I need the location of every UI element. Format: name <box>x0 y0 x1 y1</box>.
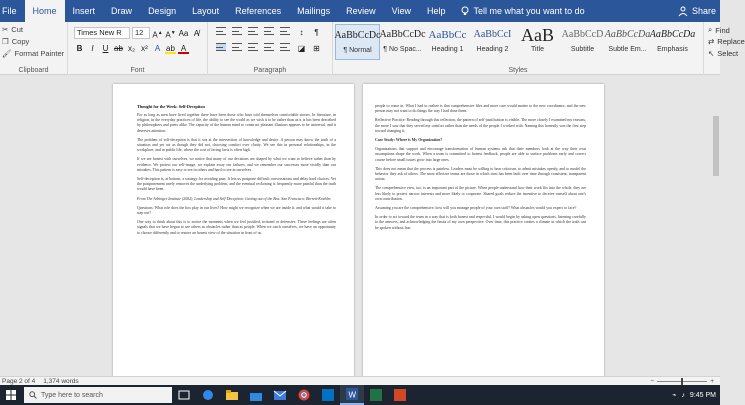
increase-indent-icon[interactable] <box>280 27 292 38</box>
style-sample: AaBbCcDa <box>604 29 651 40</box>
paragraph: Reflective Practice: Reading through this reflection, the pattern of self-justification is visible. The more closely I examined my reasons, the more I saw that they served my comfort rather than the needs of the people I worked with. Naming this honestly was the first step toward changing it. <box>375 118 586 133</box>
zoom-out-icon[interactable]: − <box>650 378 655 385</box>
paragraph: For as long as men have lived together there have been those who have told themselves comfortable stories. In literature, in religion, in the everyday practices of life, the ability to see the world as we wish it to be rather than as it is has been described by philosophers and poets alike. The capacity of the human mind to construct pleasant illusions appears to be universal, and it deserves attention. <box>137 113 336 133</box>
word-count[interactable]: 1,374 words <box>43 377 79 385</box>
person-share-icon <box>678 6 688 16</box>
tab-insert[interactable]: Insert <box>72 6 96 16</box>
volume-icon[interactable]: ♪ <box>681 391 685 399</box>
scrollbar-thumb[interactable] <box>713 116 719 176</box>
paragraph-group-label: Paragraph <box>253 67 287 74</box>
paragraph: people to come in. What I had to realize is that comprehensive files and more care would matter to the new coordinator, and the new person may not want to do things the way I had done them. <box>375 104 586 114</box>
task-view-icon[interactable] <box>172 385 196 405</box>
underline-button[interactable]: U <box>102 44 109 53</box>
citation: From The Arbinger Institute (2002), Leadership and Self-Deception: Getting out of the Box. San Francisco: Berrett-Koehler. <box>137 196 332 201</box>
sort-icon[interactable]: ↕ <box>299 28 304 37</box>
page-count[interactable]: Page 2 of 4 <box>2 377 36 385</box>
style-emphasis[interactable] <box>650 24 695 60</box>
tab-file[interactable]: File <box>2 6 17 16</box>
copy-button[interactable] <box>2 37 29 46</box>
subscript-button[interactable]: x₂ <box>127 44 136 53</box>
paragraph: This does not mean that the process is painless. Leaders must be willing to hear criticism, to admit mistakes openly, and to model the behavior they ask of others. The most effective teams are those in which trust has been built over time through consistent, transparent action. <box>375 166 586 182</box>
paragraph: Assuming you are the comprehensive, how will you manage people of your own staff? What obstacles would you expect to face? <box>375 206 577 211</box>
network-icon[interactable]: ⌁ <box>672 392 677 399</box>
scissors-icon: ✂ <box>2 25 9 34</box>
replace-label: Replace <box>717 37 745 46</box>
numbering-icon[interactable] <box>232 27 244 38</box>
style-sample: AaBbCcDc <box>379 29 426 40</box>
paragraph: Organizations that support and encourage transformation of human systems ask that their members look at the way their own assumptions shape the work. When a team is committed to honest feedback, people are able to surface problems early and correct course before small issues grow into large ones. <box>375 147 586 162</box>
style-name: Title <box>531 46 544 53</box>
justify-icon[interactable] <box>264 43 276 54</box>
find-label: Find <box>715 25 730 35</box>
clipboard-group <box>0 22 68 75</box>
zoom-slider[interactable] <box>657 381 707 382</box>
style-sample: AaBbCcI <box>473 29 512 40</box>
style-sample: AaBbCcDa <box>649 29 696 40</box>
select-button[interactable] <box>708 49 738 58</box>
style-name: Emphasis <box>657 46 688 53</box>
section-heading: Case Study: Where is My Organization? <box>375 138 443 143</box>
word-icon[interactable] <box>340 385 364 405</box>
ribbon-tab-bar <box>0 0 720 22</box>
windows-taskbar <box>0 385 720 405</box>
tab-review[interactable]: Review <box>346 6 376 16</box>
clock[interactable]: 9:45 PM <box>689 391 716 399</box>
store-icon[interactable] <box>244 385 268 405</box>
line-spacing-icon[interactable] <box>280 43 292 54</box>
status-bar <box>0 376 720 385</box>
taskbar-search[interactable] <box>24 387 172 403</box>
outlook-icon[interactable] <box>316 385 340 405</box>
superscript-button[interactable]: x² <box>141 44 148 53</box>
bullets-icon[interactable] <box>216 27 228 38</box>
style-name: Subtle Em... <box>608 46 647 53</box>
grow-font-button[interactable]: A▲ <box>152 29 163 40</box>
style-sample: AaBbCcDc <box>334 30 381 41</box>
select-label: Select <box>717 49 739 58</box>
style-subtitle[interactable] <box>560 24 605 60</box>
share-button[interactable] <box>678 0 716 22</box>
style-subtle-emphasis[interactable] <box>605 24 650 60</box>
style-sample: AaB <box>521 25 554 45</box>
decrease-indent-icon[interactable] <box>264 27 276 38</box>
tell-me-text: Tell me what you want to do <box>473 6 585 16</box>
mail-icon[interactable] <box>268 385 292 405</box>
shading-icon[interactable]: ◪ <box>297 44 306 53</box>
share-label: Share <box>691 6 716 16</box>
font-size-select[interactable]: 12 <box>132 27 150 39</box>
lightbulb-icon <box>460 6 470 16</box>
style-name: Heading 1 <box>431 46 464 53</box>
bold-button[interactable]: B <box>76 44 83 53</box>
align-right-icon[interactable] <box>248 43 260 54</box>
paragraph: Questions: What role does the box play in our lives? How might we recognize when we are inside it, and what would it take to step out? <box>137 205 336 216</box>
find-button[interactable] <box>708 25 730 35</box>
paintbrush-icon: 🖌 <box>2 49 12 58</box>
document-page-1[interactable] <box>113 84 354 384</box>
font-family-select[interactable]: Times New R <box>74 27 130 39</box>
clear-formatting-icon[interactable]: A̸ <box>193 28 200 38</box>
borders-icon[interactable]: ⊞ <box>313 44 320 53</box>
tab-draw[interactable]: Draw <box>111 6 133 16</box>
align-left-icon[interactable] <box>216 43 228 54</box>
format-painter-label: Format Painter <box>14 49 65 58</box>
paragraph-group <box>208 22 333 75</box>
align-center-icon[interactable] <box>232 43 244 54</box>
paragraph: Self-deception is, at bottom, a strategy for avoiding pain. It lets us postpone difficult conversations and delay hard choices. Yet the postponement rarely removes the underlying problem, and the eventual reckoning is frequently more painful than the truth would have been. <box>137 177 336 192</box>
paragraph: The problem of self-deception is that it sits at the intersection of knowledge and desire. A person may know the truth of a situation and yet act as though they did not, choosing comfort over clarity. We see this in personal relationships, in the workplace, and in public life, where the cost of facing facts is often high. <box>137 137 336 153</box>
windows-logo-icon <box>6 390 16 400</box>
styles-gallery <box>335 24 695 60</box>
multilevel-list-icon[interactable] <box>248 27 260 38</box>
strikethrough-button[interactable]: ab <box>114 44 123 53</box>
svg-text:W: W <box>348 390 357 400</box>
replace-icon: ⇄ <box>708 37 715 46</box>
highlight-button[interactable]: ab <box>166 44 175 53</box>
ribbon <box>0 22 745 75</box>
system-tray <box>672 385 716 405</box>
font-group <box>68 22 208 75</box>
paragraph: If we are honest with ourselves, we notice that many of our decisions are shaped by what we want to believe rather than by evidence. We protect our self-image, we explain away our failures, and we remember our successes more vividly than our mistakes. This pattern is easy to see in others and hard to see in ourselves. <box>137 157 336 172</box>
font-color-button[interactable]: A <box>178 43 189 54</box>
paragraph: The comprehensive view, too, is an important part of the picture. When people understand how their work fits into the whole, they are less likely to protect narrow interests and more likely to cooperate. Shared goals reduce the incentive to deceive oneself about one's own contribution. <box>375 186 586 201</box>
style-name: ¶ Normal <box>343 47 372 54</box>
excel-icon[interactable] <box>364 385 388 405</box>
change-case-button[interactable]: Aa <box>178 28 189 38</box>
edge-icon[interactable] <box>196 385 220 405</box>
style-normal[interactable] <box>335 24 380 60</box>
cut-label: Cut <box>11 25 23 34</box>
tab-home[interactable]: Home <box>25 0 65 22</box>
styles-group-label: Styles <box>508 67 528 74</box>
font-group-label: Font <box>130 67 145 74</box>
tab-layout[interactable]: Layout <box>192 6 220 16</box>
tell-me-box[interactable] <box>460 6 585 16</box>
page-heading: Thought for the Week: Self-Deception <box>137 104 205 109</box>
tab-help[interactable]: Help <box>427 6 446 16</box>
tab-references[interactable]: References <box>235 6 282 16</box>
format-painter-button[interactable] <box>2 49 64 58</box>
powerpoint-icon[interactable] <box>388 385 412 405</box>
zoom-in-icon[interactable]: + <box>710 378 714 385</box>
windows-start-button[interactable] <box>0 385 22 405</box>
copy-label: Copy <box>11 37 30 46</box>
style-no-spacing[interactable] <box>380 24 425 60</box>
replace-button[interactable] <box>708 37 745 46</box>
search-icon <box>29 391 37 399</box>
document-page-2[interactable] <box>363 84 604 384</box>
italic-button[interactable]: I <box>91 44 94 53</box>
clipboard-group-label: Clipboard <box>18 67 49 74</box>
style-name: ¶ No Spac... <box>383 46 422 53</box>
document-canvas[interactable] <box>0 76 720 376</box>
style-heading-1[interactable] <box>425 24 470 60</box>
cut-button[interactable] <box>2 25 23 34</box>
show-marks-icon[interactable]: ¶ <box>314 28 319 37</box>
paragraph: One way to think about this is to notice the moments when we feel justified, irritated or defensive. These feelings are often signals that we have begun to see others as obstacles rather than as people. When we catch ourselves, we have an opportunity to choose differently and to restore an honest view of the situation in front of us. <box>137 220 336 235</box>
cursor-icon: ↖ <box>708 49 715 58</box>
style-name: Heading 2 <box>476 46 509 53</box>
editing-group <box>703 22 745 75</box>
magnifier-icon: ⌕ <box>708 25 713 34</box>
style-name: Subtitle <box>570 46 595 53</box>
tab-design[interactable]: Design <box>148 6 177 16</box>
file-explorer-icon[interactable] <box>220 385 244 405</box>
style-title[interactable] <box>515 24 560 60</box>
style-sample: AaBbCc <box>428 29 467 41</box>
tab-view[interactable]: View <box>391 6 412 16</box>
search-placeholder: Type here to search <box>41 391 103 399</box>
zoom-slider-knob[interactable] <box>681 378 683 385</box>
chrome-icon[interactable] <box>292 385 316 405</box>
copy-icon: ❐ <box>2 37 9 46</box>
shrink-font-button[interactable]: A▼ <box>165 29 176 40</box>
vertical-scrollbar[interactable] <box>711 76 720 376</box>
style-sample: AaBbCcD <box>561 29 604 40</box>
style-heading-2[interactable] <box>470 24 515 60</box>
tab-mailings[interactable]: Mailings <box>297 6 331 16</box>
paragraph: In order to act toward the team in a way that is both honest and respectful, I would begin by asking open questions, listening carefully to the answers, and acknowledging the limits of my own perspective. Over time, this practice creates a climate in which the truth can be spoken without fear. <box>375 215 586 230</box>
text-effects-button[interactable]: A <box>154 44 161 53</box>
